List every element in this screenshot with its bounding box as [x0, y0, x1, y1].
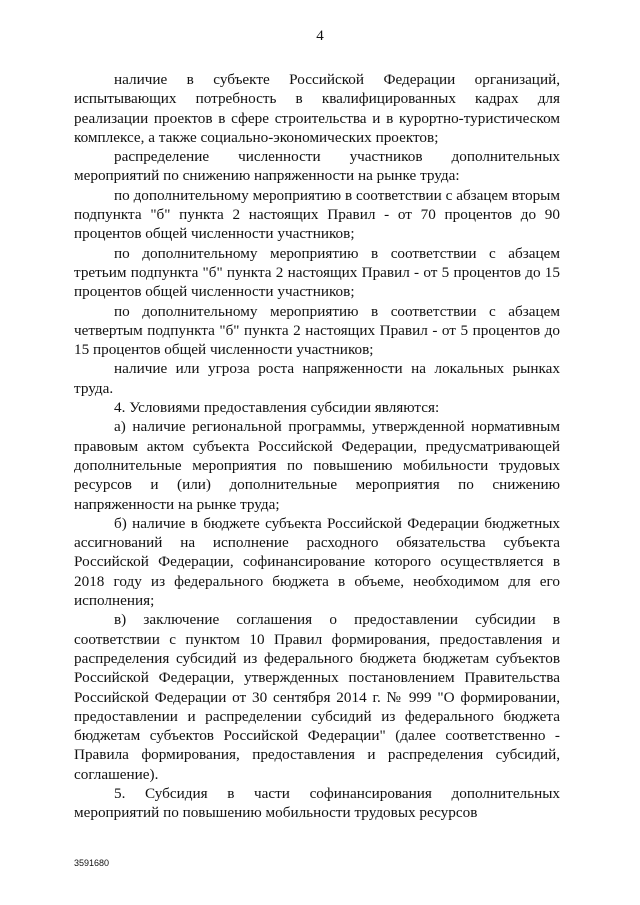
page-number: 4: [316, 28, 324, 44]
paragraph-section-5: 5. Субсидия в части софинансирования дополнительных мероприятий по повышению мобильности трудовых ресурсов: [74, 784, 560, 822]
paragraph-organizations-need: наличие в субъекте Российской Федерации организаций, испытывающих потребность в квалифицированных кадрах для реализации проектов в сфере строительства и в курортно-туристическом комплексе, а также социально-экономических проектов;: [74, 71, 560, 146]
paragraph-condition-v: в) заключение соглашения о предоставлении субсидии в соответствии с пунктом 10 Правил формирования, предоставления и распределения субсидий из федерального бюджета бюджетам субъектов Российской Федерации, утвержденных постановлением Правительства Российской Федерации от 30 сентября 2014 г. № 999 "О формировании, предоставлении и распределении субсидий из федерального бюджета бюджетам субъектов Российской Федерации" (далее соответственно - Правила формирования, предоставления и распределения субсидий, соглашение).: [74, 611, 560, 783]
paragraph-measure-third-abzac: по дополнительному мероприятию в соответствии с абзацем третьим подпункта "б" пункта 2 настоящих Правил - от 5 процентов до 15 процентов общей численности участников;: [74, 244, 560, 301]
paragraph-condition-b: б) наличие в бюджете субъекта Российской Федерации бюджетных ассигнований на исполнение расходного обязательства субъекта Российской Федерации, софинансирование которого осуществляется в 2018 году из федерального бюджета в объеме, необходимом для его исполнения;: [74, 514, 560, 610]
paragraph-section-4-heading: 4. Условиями предоставления субсидии являются:: [114, 399, 440, 417]
document-id: 3591680: [74, 858, 110, 868]
paragraph-measure-fourth-abzac: по дополнительному мероприятию в соответствии с абзацем четвертым подпункта "б" пункта 2 настоящих Правил - от 5 процентов до 15 процентов общей численности участников;: [74, 302, 560, 359]
paragraph-participants-distribution: распределение численности участников дополнительных мероприятий по снижению напряженности на рынке труда:: [74, 148, 560, 185]
paragraph-tension-threat: наличие или угроза роста напряженности на локальных рынках труда.: [74, 360, 560, 397]
document-body: [74, 70, 560, 823]
paragraph-condition-a: а) наличие региональной программы, утвержденной нормативным правовым актом субъекта Российской Федерации, предусматривающей дополнительные мероприятия по повышению мобильности трудовых ресурсов и (или) дополнительные мероприятия по снижению напряженности на рынке труда;: [74, 418, 560, 513]
paragraph-measure-second-abzac: по дополнительному мероприятию в соответствии с абзацем вторым подпункта "б" пункта 2 настоящих Правил - от 70 процентов до 90 процентов общей численности участников;: [74, 186, 560, 243]
